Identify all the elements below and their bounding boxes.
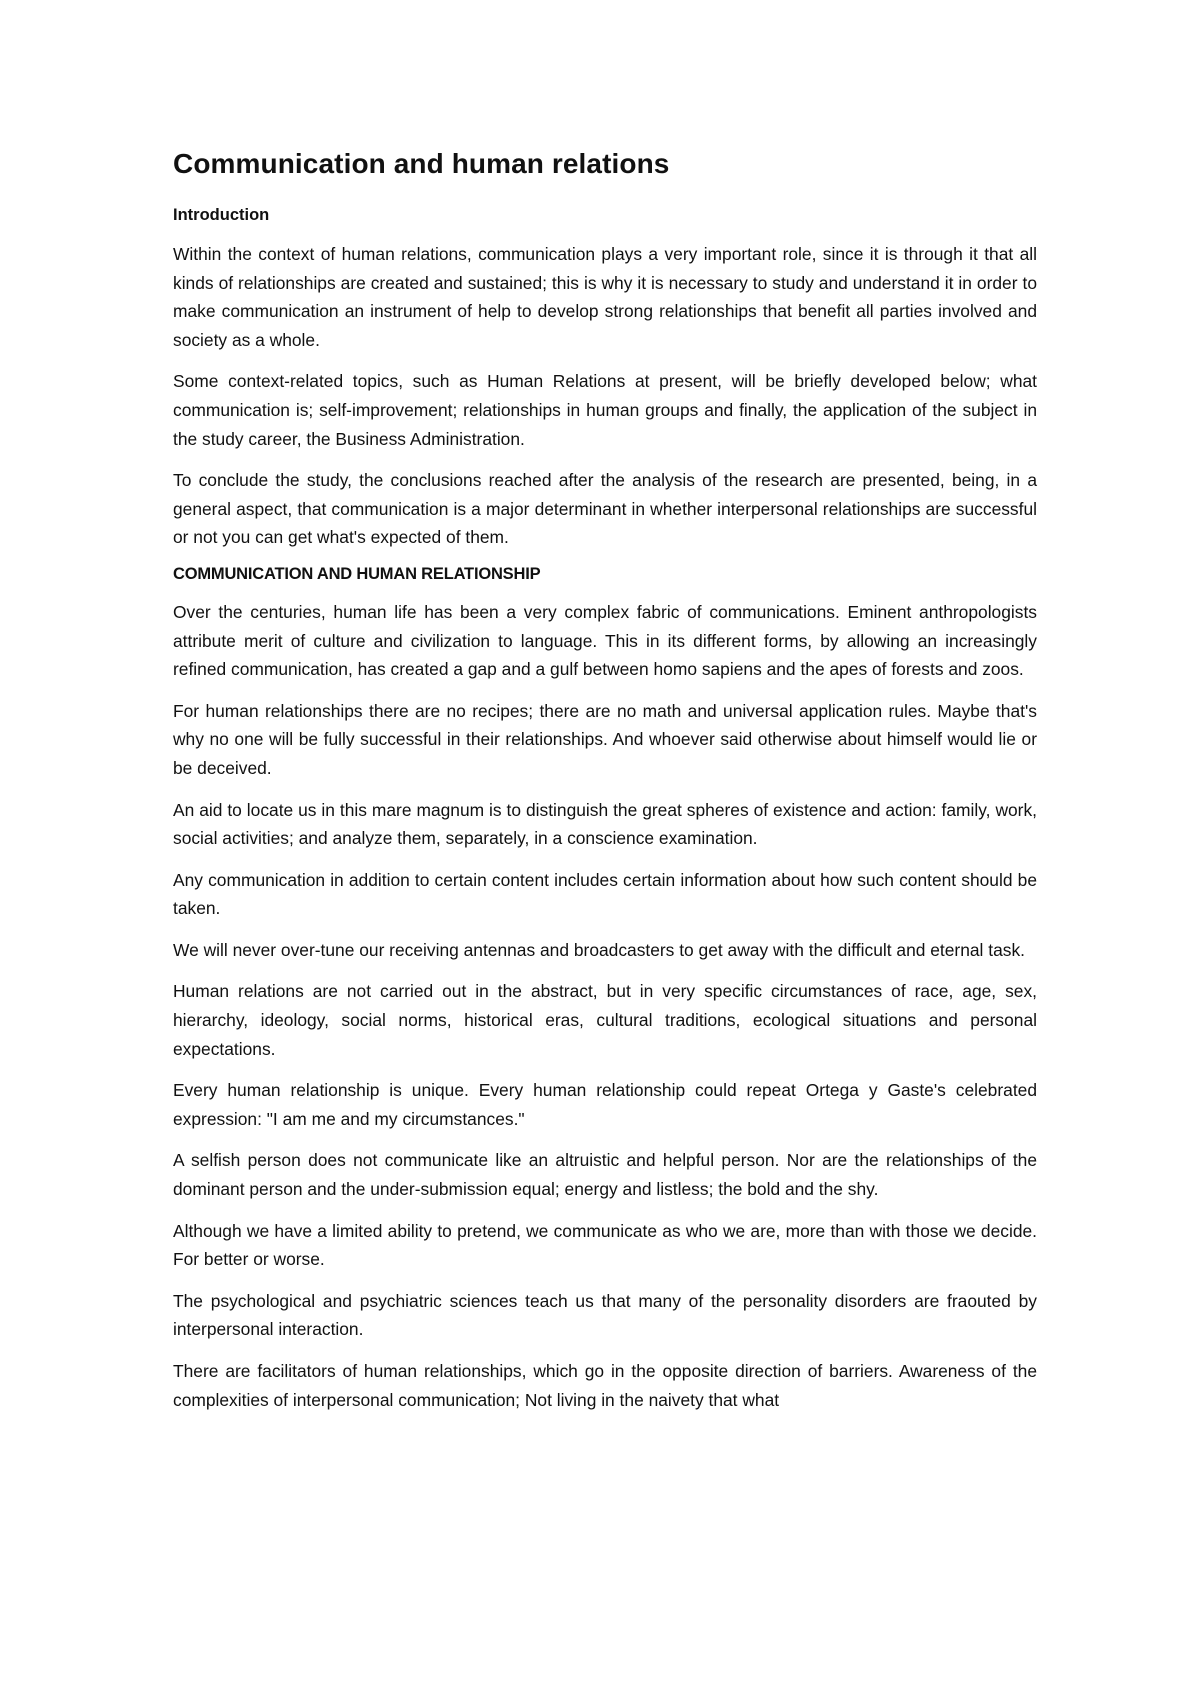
section-paragraph-9: Although we have a limited ability to pretend, we communicate as who we are, more than with those we decide. For better or worse. — [173, 1220, 1037, 1270]
section-paragraph-7: Every human relationship is unique. Every human relationship could repeat Ortega y Gaste's celebrated expression: "I am me and my circumstances." — [173, 1080, 1037, 1129]
section-paragraph-5: We will never over-tune our receiving antennas and broadcasters to get away with the difficult and eternal task. — [173, 939, 1025, 960]
section-paragraph-11: There are facilitators of human relationships, which go in the opposite direction of barriers. Awareness of the complexities of interpersonal communication; Not living in the naivety that what — [173, 1361, 1037, 1410]
section-paragraph-3: An aid to locate us in this mare magnum is to distinguish the great spheres of existence and action: family, work, social activities; and analyze them, separately, in a conscience examination. — [173, 799, 1037, 849]
section-paragraph-10: The psychological and psychiatric sciences teach us that many of the personality disorders are fraouted by interpersonal interaction. — [173, 1290, 1037, 1340]
introduction-heading: Introduction — [173, 206, 270, 224]
intro-paragraph-2: Some context-related topics, such as Human Relations at present, will be briefly developed below; what communication is; self-improvement; relationships in human groups and finally, the application of the subject in the study career, the Business Administration. — [173, 371, 1037, 449]
section-heading: COMMUNICATION AND HUMAN RELATIONSHIP — [173, 564, 541, 583]
section-paragraph-8: A selfish person does not communicate like an altruistic and helpful person. Nor are the relationships of the dominant person and the under-submission equal; energy and listless; the bold and the shy. — [173, 1150, 1037, 1200]
section-paragraph-1: Over the centuries, human life has been a very complex fabric of communications. Eminent anthropologists attribute merit of culture and civilization to language. This in its different forms, by allowing an increasingly refined communication, has created a gap and a gulf between homo sapiens and the apes of forests and zoos. — [173, 601, 1037, 680]
section-paragraph-6: Human relations are not carried out in the abstract, but in very specific circumstances of race, age, sex, hierarchy, ideology, social norms, historical eras, cultural traditions, ecological situations and personal expectations. — [173, 981, 1037, 1059]
section-paragraph-2: For human relationships there are no recipes; there are no math and universal application rules. Maybe that's why no one will be fully successful in their relationships. And whoever said otherwise about himself would lie or be deceived. — [173, 700, 1037, 778]
intro-paragraph-1: Within the context of human relations, communication plays a very important role, since it is through it that all kinds of relationships are created and sustained; this is why it is necessary to study and understand it in order to make communication an instrument of help to develop strong relationships that benefit all parties involved and society as a whole. — [173, 244, 1037, 350]
intro-paragraph-3: To conclude the study, the conclusions reached after the analysis of the research are presented, being, in a general aspect, that communication is a major determinant in whether interpersonal relationships are successful or not you can get what's expected of them. — [173, 470, 1037, 548]
document-title: Communication and human relations — [173, 148, 670, 179]
section-paragraph-4: Any communication in addition to certain content includes certain information about how such content should be taken. — [173, 869, 1037, 919]
